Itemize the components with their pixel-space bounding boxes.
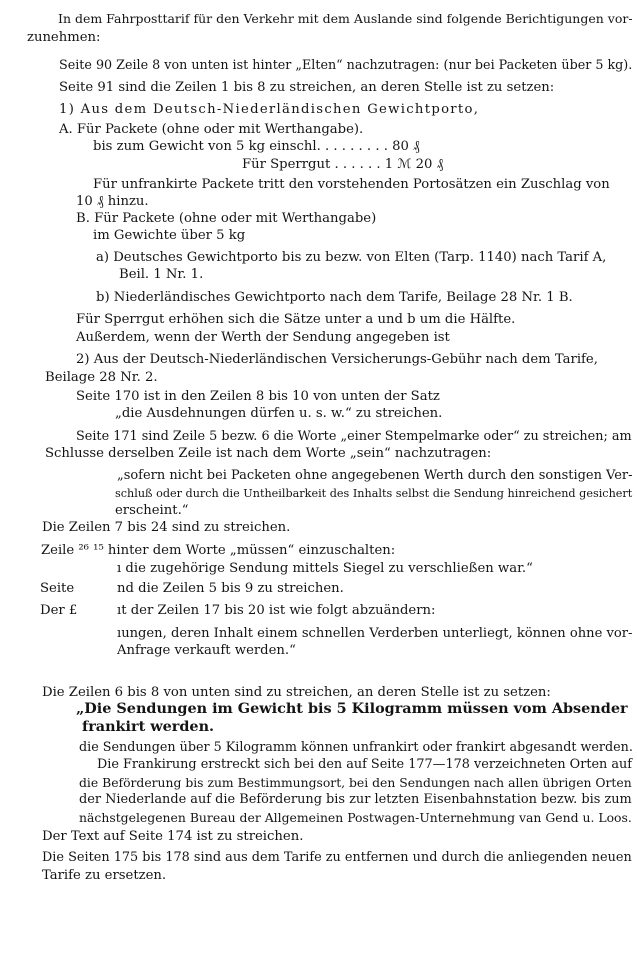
text-line: erscheint.“ bbox=[115, 503, 189, 518]
text-line: Die Zeilen 7 bis 24 sind zu streichen. bbox=[42, 520, 291, 535]
text-line: 2) Aus der Deutsch-Niederländischen Versicherungs-Gebühr nach dem Tarife, bbox=[76, 352, 598, 367]
text-line: Beilage 28 Nr. 2. bbox=[45, 370, 158, 385]
text-line: A. Für Packete (ohne oder mit Werthangabe). bbox=[59, 122, 364, 137]
text-line: ı die zugehörige Sendung mittels Siegel zu verschließen war.“ bbox=[117, 561, 533, 576]
text-line: Anfrage verkauft werden.“ bbox=[117, 643, 296, 658]
text-line: B. Für Packete (ohne oder mit Werthangabe) bbox=[76, 211, 377, 226]
text-line: nächstgelegenen Bureau der Allgemeinen Postwagen-Unternehmung van Gend u. Loos. bbox=[79, 810, 632, 825]
text-line: Schlusse derselben Zeile ist nach dem Worte „sein“ nachzutragen: bbox=[45, 446, 492, 461]
text-line: die Sendungen über 5 Kilogramm können unfrankirt oder frankirt abgesandt werden. bbox=[79, 739, 633, 754]
text-line: „sofern nicht bei Packeten ohne angegebenen Werth durch den sonstigen Ver- bbox=[117, 468, 633, 483]
text-line: frankirt werden. bbox=[82, 718, 215, 735]
text-line: Der £ bbox=[40, 603, 78, 618]
text-line: „Die Sendungen im Gewicht bis 5 Kilogramm müssen vom Absender bbox=[76, 700, 628, 717]
text-line: nd die Zeilen 5 bis 9 zu streichen. bbox=[117, 581, 344, 596]
text-line: Zeile ²⁶ ¹⁵ hinter dem Worte „müssen“ einzuschalten: bbox=[41, 543, 396, 558]
text-line: Der Text auf Seite 174 ist zu streichen. bbox=[42, 829, 304, 844]
text-line: b) Niederländisches Gewichtporto nach dem Tarife, Beilage 28 Nr. 1 B. bbox=[96, 290, 573, 305]
text-line: „die Ausdehnungen dürfen u. s. w.“ zu streichen. bbox=[115, 406, 443, 421]
text-line: Die Frankirung erstreckt sich bei den auf Seite 177—178 verzeichneten Orten auf bbox=[97, 757, 633, 772]
text-line: ıungen, deren Inhalt einem schnellen Verderben unterliegt, können ohne vor- bbox=[117, 626, 633, 641]
text-line: zunehmen: bbox=[27, 30, 101, 45]
text-line: Für Sperrgut erhöhen sich die Sätze unter a und b um die Hälfte. bbox=[76, 312, 516, 327]
text-line: Für unfrankirte Packete tritt den vorstehenden Portosätzen ein Zuschlag von bbox=[93, 177, 610, 192]
text-line: der Niederlande auf die Beförderung bis zur letzten Eisenbahnstation bezw. bis zum bbox=[79, 792, 632, 807]
text-line: Beil. 1 Nr. 1. bbox=[119, 267, 204, 282]
text-line: a) Deutsches Gewichtporto bis zu bezw. von Elten (Tarp. 1140) nach Tarif A, bbox=[96, 250, 607, 265]
text-line: die Beförderung bis zum Bestimmungsort, bei den Sendungen nach allen übrigen Orten bbox=[79, 776, 632, 790]
text-line: 10 ₰ hinzu. bbox=[76, 194, 149, 209]
text-line: schluß oder durch die Untheilbarkeit des Inhalts selbst die Sendung hinreichend gesichert bbox=[115, 487, 633, 500]
text-line: Seite bbox=[40, 581, 75, 596]
text-line: Tarife zu ersetzen. bbox=[42, 868, 167, 883]
text-line: Die Seiten 175 bis 178 sind aus dem Tarife zu entfernen und durch die anliegenden neuen bbox=[42, 850, 632, 865]
text-line: Seite 171 sind Zeile 5 bezw. 6 die Worte „einer Stempelmarke oder“ zu streichen; am bbox=[76, 429, 632, 444]
text-line: Seite 90 Zeile 8 von unten ist hinter „Elten“ nachzutragen: (nur bei Packeten über 5 kg). bbox=[59, 57, 633, 72]
text-line: bis zum Gewicht von 5 kg einschl. . . . . . . . . 80 ₰ bbox=[93, 139, 420, 154]
text-line: Außerdem, wenn der Werth der Sendung angegeben ist bbox=[76, 330, 450, 345]
text-line: In dem Fahrposttarif für den Verkehr mit dem Auslande sind folgende Berichtigungen vor- bbox=[58, 11, 633, 26]
text-line: Die Zeilen 6 bis 8 von unten sind zu streichen, an deren Stelle ist zu setzen: bbox=[42, 685, 551, 700]
text-line: Seite 91 sind die Zeilen 1 bis 8 zu streichen, an deren Stelle ist zu setzen: bbox=[59, 80, 555, 95]
text-line: im Gewichte über 5 kg bbox=[93, 228, 246, 243]
text-line: ıt der Zeilen 17 bis 20 ist wie folgt abzuändern: bbox=[117, 603, 436, 618]
text-line: 1) Aus dem Deutsch-Niederländischen Gewichtporto, bbox=[59, 102, 480, 117]
text-line: Seite 170 ist in den Zeilen 8 bis 10 von unten der Satz bbox=[76, 389, 440, 404]
text-line: Für Sperrgut . . . . . . 1 ℳ 20 ₰ bbox=[242, 157, 444, 172]
